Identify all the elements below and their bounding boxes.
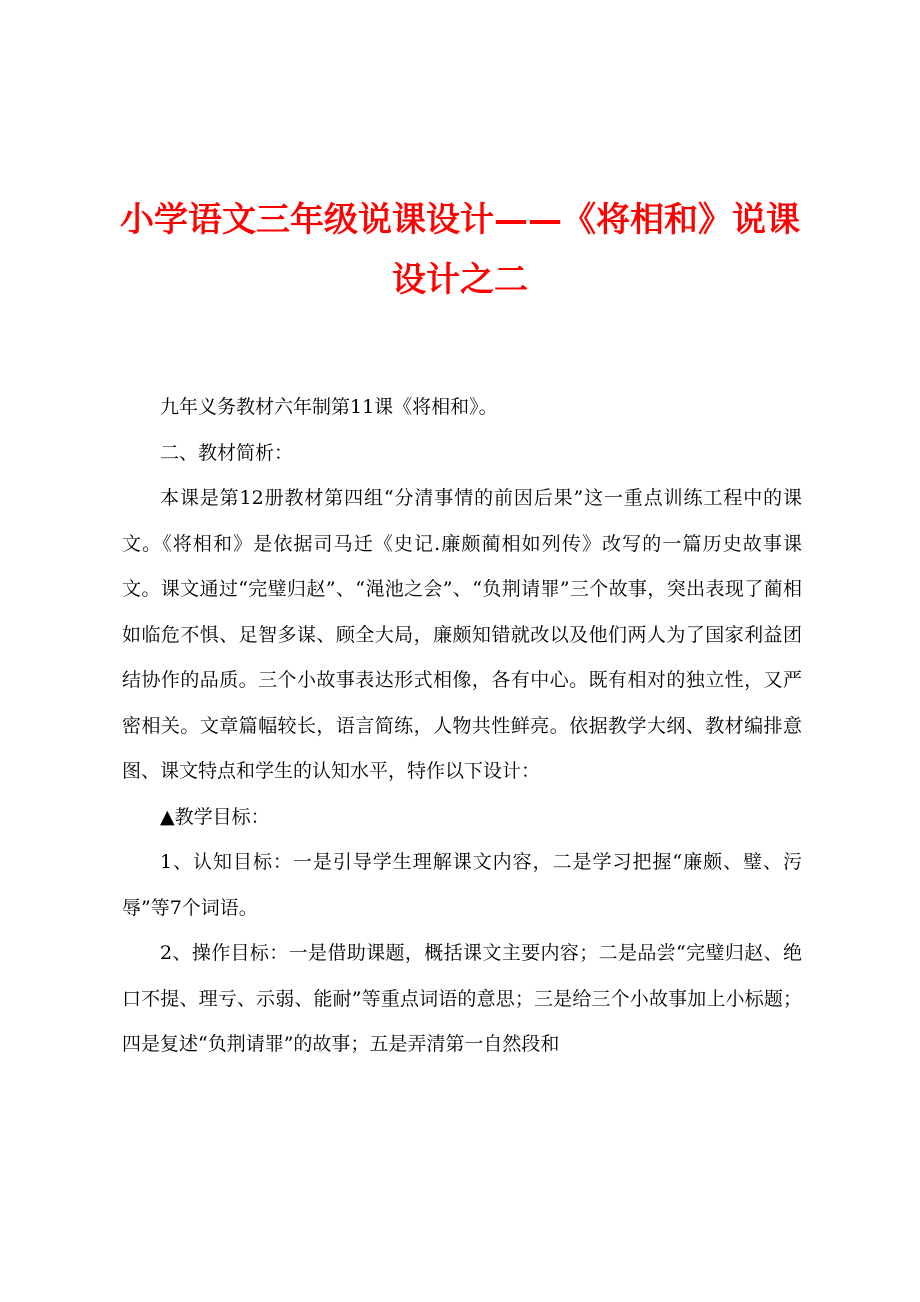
paragraph-section-heading: 二、教材简析： [160, 441, 294, 464]
title-line-2: 设计之二 [392, 260, 528, 300]
document-title [100, 190, 820, 310]
document-body [122, 385, 802, 1068]
paragraph-goal-2: 2、操作目标：一是借助课题，概括课文主要内容；二是品尝“完璧归赵、绝口不提、理亏、示弱、能耐”等重点词语的意思；三是给三个小故事加上小标题；四是复述“负荆请罪”的故事；五是弄清第一自然段和 [122, 942, 802, 1055]
paragraph-goal-1: 1、认知目标：一是引导学生理解课文内容，二是学习把握“廉颇、璧、污辱”等7个词语。 [122, 851, 802, 919]
paragraph-lesson-info: 九年义务教材六年制第11课《将相和》。 [160, 396, 498, 418]
paragraph-analysis: 本课是第12册教材第四组“分清事情的前因后果”这一重点训练工程中的课文。《将相和》是依据司马迁《史记.廉颇蔺相如列传》改写的一篇历史故事课文。课文通过“完璧归赵”、“渑池之会”、“负荆请罪”三个故事，突出表现了蔺相如临危不惧、足智多谋、顾全大局，廉颇知错就改以及他们两人为了国家利益团结协作的品质。三个小故事表达形式相像，各有中心。既有相对的独立性，又严密相关。文章篇幅较长，语言简练，人物共性鲜亮。依据教学大纲、教材编排意图、课文特点和学生的认知水平，特作以下设计： [122, 487, 802, 782]
paragraph-goals-heading: ▲教学目标： [160, 805, 270, 828]
title-line-1: 小学语文三年级说课设计——《将相和》说课 [120, 200, 800, 240]
